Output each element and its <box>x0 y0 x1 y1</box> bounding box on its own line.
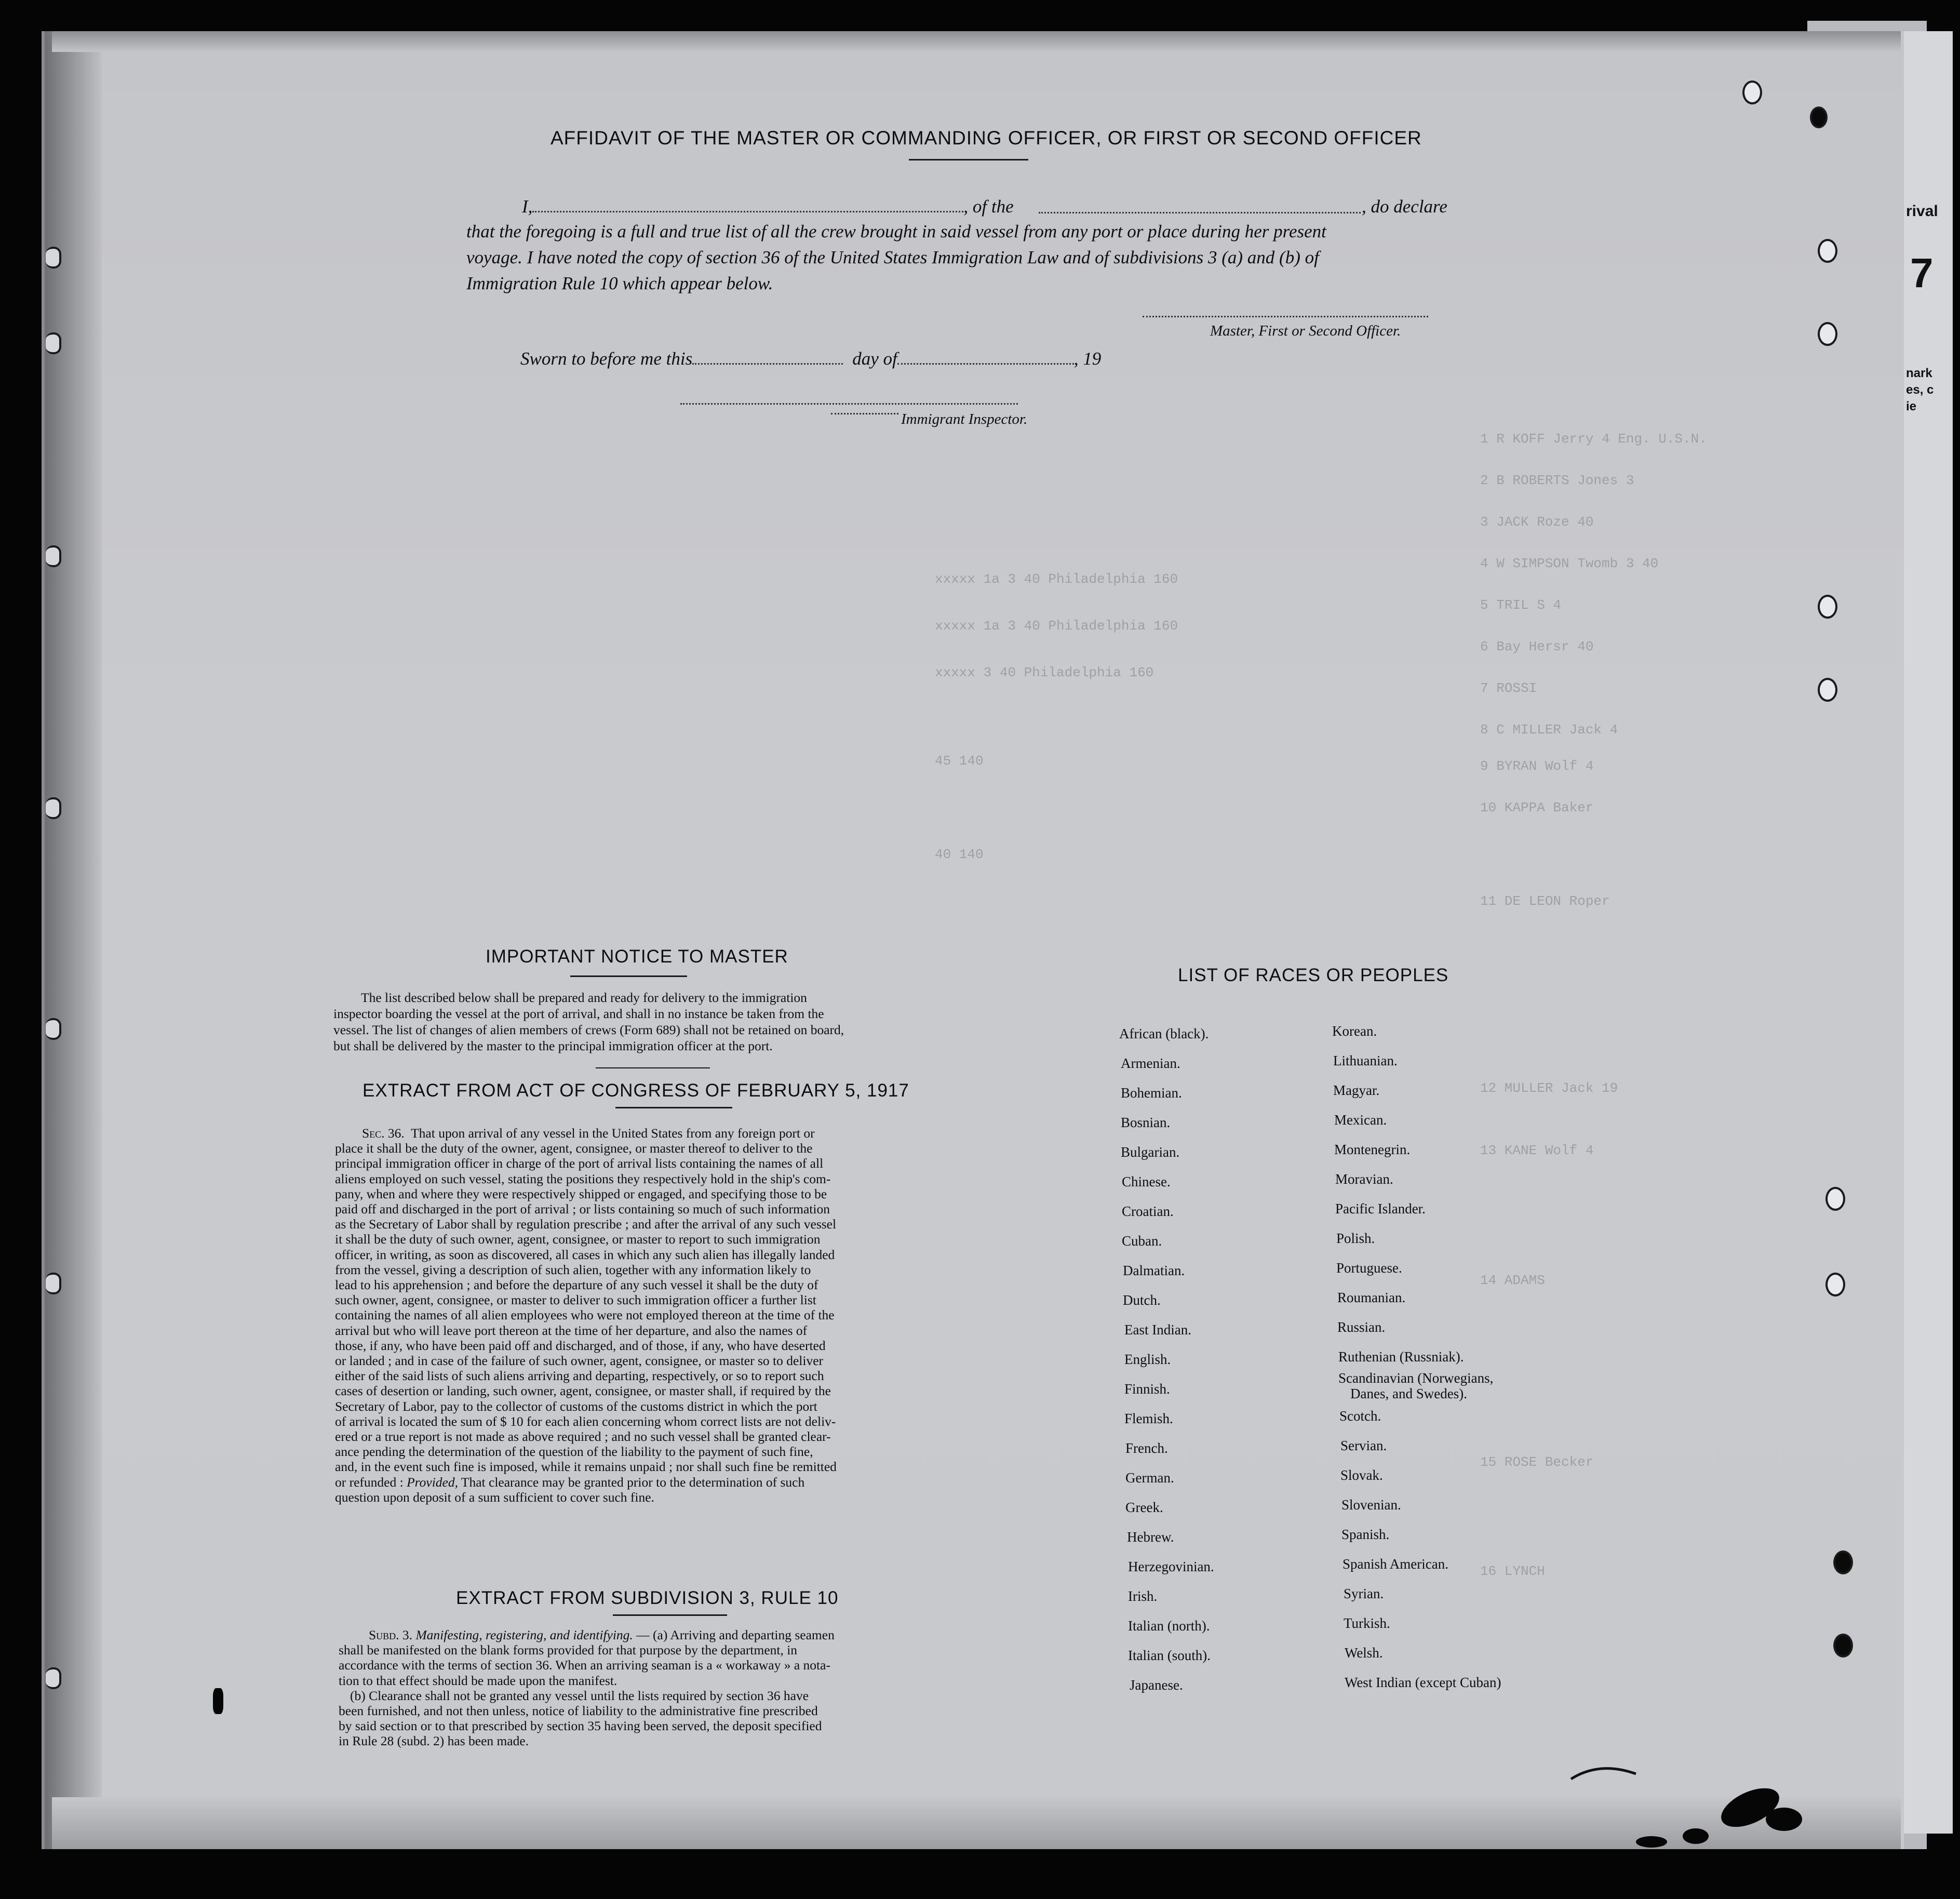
race-item: Portuguese. <box>1336 1260 1402 1276</box>
race-item: Italian (north). <box>1128 1618 1210 1634</box>
act-line: lead to his apprehension ; and before the departure of any such vessel it shall be the duty of <box>335 1277 818 1293</box>
act-section-36 <box>335 1126 837 1505</box>
rule-title: EXTRACT FROM SUBDIVISION 3, RULE 10 <box>456 1588 839 1608</box>
act-line: containing the names of all alien employees who were not employed thereon at the time of the <box>335 1307 835 1323</box>
affidavit-i: I, <box>522 196 533 217</box>
notice-line: The list described below shall be prepared and ready for delivery to the immigration <box>361 990 807 1005</box>
master-signature-label: Master, First or Second Officer. <box>1210 323 1401 339</box>
act-line: officer, in writing, as soon as discovered, all cases in which any such alien has illegally landed <box>335 1247 835 1262</box>
race-item: Servian. <box>1340 1438 1387 1453</box>
act-line: ered or a true report is not made as above required ; and no such vessel shall be granted clear- <box>335 1429 831 1445</box>
day-of-text: day of <box>852 349 897 369</box>
race-item: Slovenian. <box>1341 1497 1401 1513</box>
race-item: Croatian. <box>1122 1203 1174 1219</box>
affidavit-line-3: voyage. I have noted the copy of section 36 of the United States Immigration Law and of subdivisions 3 (a) and (b) of <box>466 247 1319 268</box>
act-line: it shall be the duty of such owner, agent, consignee, or master to report to such immigration <box>335 1232 821 1247</box>
page-top-edge <box>52 31 1901 52</box>
act-underline <box>615 1107 732 1108</box>
race-item: Chinese. <box>1122 1174 1171 1189</box>
race-item: Spanish. <box>1341 1527 1390 1542</box>
race-item: East Indian. <box>1124 1322 1191 1338</box>
sworn-line <box>520 345 1101 372</box>
rule-line: (b) Clearance shall not be granted any vessel until the lists required by section 36 have <box>350 1688 809 1703</box>
act-line-text: That clearance may be granted prior to the determination of such <box>458 1474 805 1490</box>
race-item: Italian (south). <box>1128 1648 1211 1663</box>
ink-mark <box>213 1688 223 1714</box>
affidavit-of-the: , of the <box>963 196 1014 217</box>
act-line: place it shall be the duty of the owner, agent, consignee, or master thereof to deliver to the <box>335 1141 813 1156</box>
binder-notch <box>46 247 61 269</box>
races-title: LIST OF RACES OR PEOPLES <box>1178 965 1449 985</box>
edge-text-fragment-2: ie <box>1906 399 1917 413</box>
rule-line: been furnished, and not then unless, notice of liability to the administrative fine prescribed <box>339 1703 818 1719</box>
edge-text-fragment: es, c <box>1906 383 1934 397</box>
act-line <box>335 1475 837 1490</box>
title-underline <box>909 159 1028 161</box>
act-title: EXTRACT FROM ACT OF CONGRESS OF FEBRUARY 5, 1917 <box>363 1080 909 1101</box>
race-item: West Indian (except Cuban) <box>1345 1675 1501 1690</box>
sworn-text: Sworn to before me this <box>520 349 693 369</box>
race-item: Scotch. <box>1339 1408 1381 1424</box>
sec-label: Sec. 36. <box>362 1126 405 1141</box>
race-item: Welsh. <box>1345 1645 1383 1661</box>
notice-title: IMPORTANT NOTICE TO MASTER <box>486 946 788 967</box>
affidavit-line-2: that the foregoing is a full and true list of all the crew brought in said vessel from any port or place during her present <box>466 221 1326 242</box>
binder-notch <box>46 1667 61 1689</box>
act-line: ance pending the determination of the question of the liability to the payment of such fine, <box>335 1444 813 1460</box>
race-item: English. <box>1124 1352 1171 1367</box>
race-item: Russian. <box>1337 1319 1386 1335</box>
race-item: French. <box>1125 1440 1168 1456</box>
act-line: those, if any, who have been paid off and discharged, and of those, if any, who have deserted <box>335 1338 826 1353</box>
race-item: Armenian. <box>1121 1055 1180 1071</box>
race-item: Japanese. <box>1130 1677 1183 1693</box>
edge-text-rival: rival <box>1906 203 1938 220</box>
rule-line-text: — (a) Arriving and departing seamen <box>633 1627 835 1642</box>
ink-blot <box>1766 1808 1802 1831</box>
punch-hole <box>1833 1550 1853 1574</box>
race-item: Magyar. <box>1333 1082 1380 1098</box>
act-line: of arrival is located the sum of $ 10 for each alien concerning whom correct lists are not deliv- <box>335 1413 836 1429</box>
punch-hole <box>1825 1187 1845 1211</box>
notice-line: inspector boarding the vessel at the port of arrival, and shall in no instance be taken from the <box>333 1006 824 1021</box>
rule-line: accordance with the terms of section 36. When an arriving seaman is a « workaway » a nota- <box>339 1657 830 1673</box>
name-blank <box>532 196 963 212</box>
race-item: Roumanian. <box>1337 1290 1406 1305</box>
race-item: Dutch. <box>1123 1292 1161 1308</box>
page-binding-shadow <box>45 31 102 1849</box>
race-item: Greek. <box>1125 1500 1163 1515</box>
race-item: Bohemian. <box>1121 1085 1182 1101</box>
race-item: Pacific Islander. <box>1335 1201 1426 1216</box>
race-item: Bosnian. <box>1121 1115 1171 1130</box>
rule-line <box>339 1627 835 1642</box>
act-line: question upon deposit of a sum sufficient to cover such fine. <box>335 1489 654 1505</box>
act-line-text: That upon arrival of any vessel in the United States from any foreign port or <box>411 1126 815 1141</box>
affidavit-line-1 <box>522 193 1014 220</box>
rule-line: tion to that effect should be made upon the manifest. <box>339 1673 617 1688</box>
page-bottom-edge <box>52 1797 1901 1849</box>
race-item: Dalmatian. <box>1123 1263 1185 1278</box>
race-item: Slovak. <box>1340 1467 1383 1483</box>
act-line: from the vessel, giving a description of such alien, together with any information likely to <box>335 1262 811 1277</box>
race-item: Herzegovinian. <box>1128 1559 1214 1574</box>
subd-heading: Manifesting, registering, and identifying. <box>415 1627 633 1642</box>
year-text: , 19 <box>1073 349 1102 369</box>
punch-hole <box>1818 239 1837 263</box>
binder-notch <box>46 1018 61 1040</box>
act-line: or landed ; and in case of the failure of such owner, agent, consignee, or master so to deliver <box>335 1353 824 1369</box>
race-item: Lithuanian. <box>1333 1053 1398 1068</box>
notice-line: vessel. The list of changes of alien members of crews (Form 689) shall not be retained on board, <box>333 1022 844 1037</box>
act-line: aliens employed on such vessel, stating the positions they respectively hold in the ship's com- <box>335 1171 831 1186</box>
ink-blot <box>1636 1836 1667 1848</box>
act-line: Secretary of Labor, pay to the collector of customs of the customs district in which the port <box>335 1398 817 1414</box>
race-item: Turkish. <box>1344 1615 1390 1631</box>
binder-notch <box>46 1273 61 1294</box>
race-item: Flemish. <box>1124 1411 1173 1426</box>
rule-underline <box>613 1614 727 1616</box>
sworn-day-blank <box>692 349 843 365</box>
rule-subdivision-3 <box>339 1627 835 1749</box>
rule-line: by said section or to that prescribed by section 35 having been served, the deposit specified <box>339 1718 822 1734</box>
pen-stroke <box>1568 1758 1641 1784</box>
punch-hole <box>1818 678 1837 702</box>
inspector-label: Immigrant Inspector. <box>901 411 1028 427</box>
race-item: Finnish. <box>1124 1381 1170 1397</box>
punch-hole <box>1742 81 1762 104</box>
act-line: principal immigration officer in charge of the port of arrival lists containing the names of all <box>335 1156 824 1171</box>
notice-divider <box>596 1067 710 1068</box>
affidavit-declare: , do declare <box>1362 196 1447 217</box>
race-item: Montenegrin. <box>1334 1142 1411 1157</box>
binder-notch <box>46 545 61 567</box>
punch-hole <box>1810 106 1828 128</box>
act-line: and, in the event such fine is imposed, while it remains unpaid ; nor shall such fine be remitted <box>335 1459 837 1475</box>
master-signature-blank <box>1143 301 1428 320</box>
binder-notch <box>46 332 61 354</box>
race-item: Irish. <box>1128 1588 1158 1604</box>
edge-text-number: 7 <box>1910 250 1934 296</box>
subd-label: Subd. 3. <box>369 1627 413 1642</box>
sworn-month-blank <box>897 349 1074 365</box>
affidavit-title: AFFIDAVIT OF THE MASTER OR COMMANDING OFFICER, OR FIRST OR SECOND OFFICER <box>551 127 1422 149</box>
provided-word: Provided, <box>407 1474 458 1490</box>
rule-line: in Rule 28 (subd. 2) has been made. <box>339 1733 529 1749</box>
race-item: Cuban. <box>1122 1233 1162 1249</box>
act-line: either of the said lists of such aliens arriving and departing, respectively, or so to report such <box>335 1368 824 1384</box>
punch-hole <box>1825 1273 1845 1296</box>
punch-hole <box>1818 322 1837 346</box>
act-line: paid off and discharged in the port of arrival ; or lists containing so much of such information <box>335 1201 830 1217</box>
edge-text-remarks: nark <box>1906 366 1932 380</box>
race-item: Korean. <box>1332 1023 1377 1039</box>
notice-line: but shall be delivered by the master to the principal immigration officer at the port. <box>333 1038 773 1053</box>
race-item: Spanish American. <box>1343 1556 1448 1572</box>
affidavit-line-4: Immigration Rule 10 which appear below. <box>466 273 773 293</box>
notice-underline <box>570 975 687 977</box>
race-item: Scandinavian (Norwegians, <box>1338 1370 1494 1386</box>
act-line: as the Secretary of Labor shall by regulation prescribe ; and after the arrival of any such vessel <box>335 1216 837 1232</box>
binder-notch <box>46 797 61 819</box>
race-item: Danes, and Swedes). <box>1350 1386 1467 1401</box>
act-line <box>335 1126 837 1141</box>
act-line-text: or refunded : <box>335 1474 407 1490</box>
race-item: Bulgarian. <box>1121 1144 1180 1160</box>
notice-body <box>333 989 844 1054</box>
race-item: Syrian. <box>1344 1586 1384 1601</box>
race-item: African (black). <box>1119 1026 1209 1041</box>
race-item: Mexican. <box>1334 1112 1387 1128</box>
punch-hole <box>1818 595 1837 619</box>
act-line: such owner, agent, consignee, or master to deliver to such immigration officer a further list <box>335 1292 816 1308</box>
act-line: arrival but who will leave port thereon at the time of her departure, and also the names of <box>335 1322 808 1338</box>
inspector-dots <box>831 403 898 417</box>
race-item: Hebrew. <box>1127 1529 1174 1545</box>
race-item: Polish. <box>1336 1231 1375 1246</box>
act-line: pany, when and where they were respectively shipped or engaged, and specifying those to be <box>335 1186 827 1201</box>
act-line: cases of desertion or landing, such owner, agent, consignee, or master shall, if required by the <box>335 1383 831 1399</box>
manifest-page <box>42 31 1904 1849</box>
rule-line: shall be manifested on the blank forms provided for that purpose by the department, in <box>339 1642 798 1658</box>
race-item: German. <box>1125 1470 1174 1486</box>
race-item: Moravian. <box>1335 1171 1393 1187</box>
vessel-blank <box>1039 197 1361 216</box>
punch-hole <box>1833 1634 1853 1657</box>
ink-blot <box>1683 1828 1709 1844</box>
race-item: Ruthenian (Russniak). <box>1338 1349 1464 1365</box>
